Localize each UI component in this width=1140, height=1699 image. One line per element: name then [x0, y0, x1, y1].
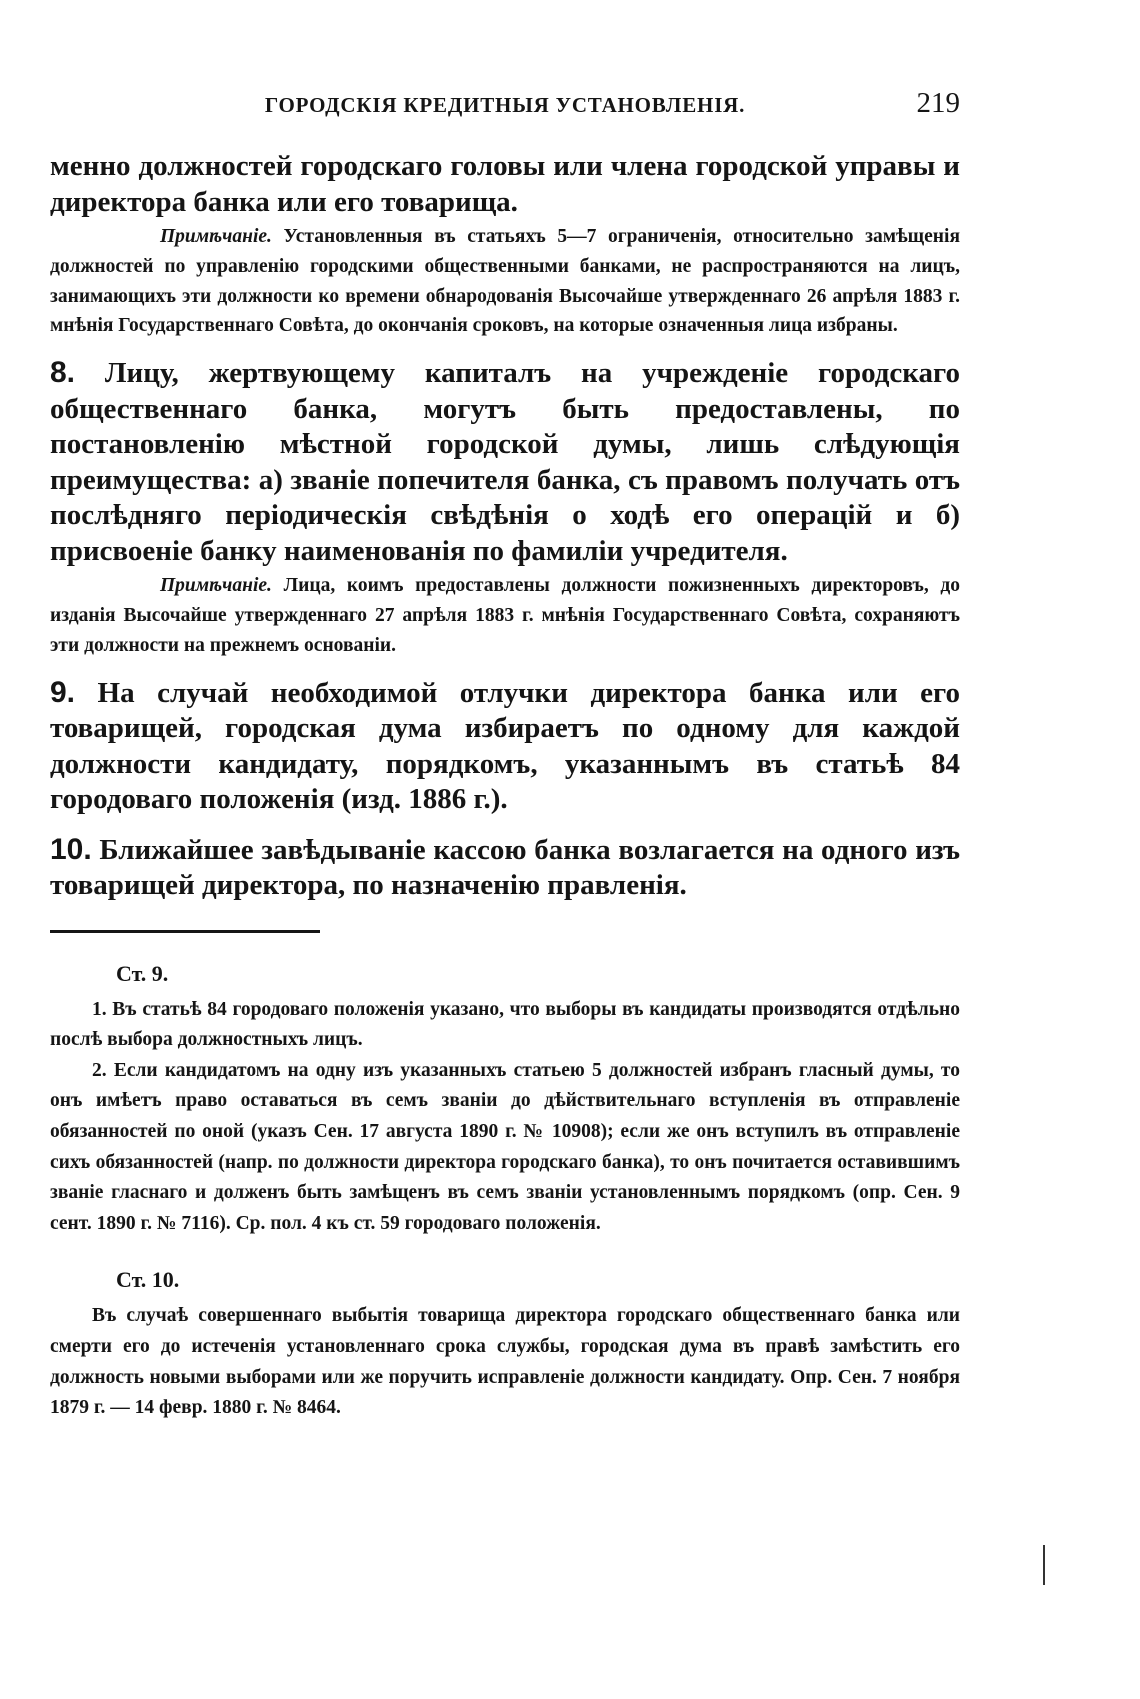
commentary-item-2: 2. Если кандидатомъ на одну изъ указанныхъ статьею 5 должностей избранъ гласный думы, то онъ имѣетъ право оставаться въ семъ званіи до дѣйствительнаго вступленія въ отправленіе обязанностей по оной (указъ Сен. 17 августа 1890 г. № 10908); если же онъ вступилъ въ отправленіе сихъ обязанностей (напр. по должности директора городскаго банка), то онъ почитается оставившимъ званіе гласнаго и долженъ быть замѣщенъ въ семъ званіи установленнымъ порядкомъ (опр. Сен. 9 сент. 1890 г. № 7116). Ср. пол. 4 къ ст. 59 городоваго положенія.: [50, 1059, 960, 1234]
article-text: На случай необходимой отлучки директора банка или его товарищей, городская дума избираетъ по одному для каждой должности кандидату, порядкомъ, указаннымъ въ статьѣ 84 городоваго положенія (изд. 1886 г.).: [50, 676, 960, 816]
margin-mark: [1043, 1545, 1045, 1585]
note-label: Примѣчаніе.: [160, 226, 272, 247]
commentary-item-1: 1. Въ статьѣ 84 городоваго положенія указано, что выборы въ кандидаты производятся отдѣльно послѣ выбора должностныхъ лицъ.: [50, 998, 960, 1051]
continuation-paragraph: менно должностей городскаго головы или члена городской управы и директора банка или его товарища.: [50, 150, 960, 218]
commentary-text-st10: Въ случаѣ совершеннаго выбытія товарища директора городскаго общественнаго банка или смерти его до истеченія установленнаго срока службы, городская дума въ правѣ замѣстить его должность новыми выборами или же поручить исправленіе должности кандидату. Опр. Сен. 7 ноября 1879 г. — 14 февр. 1880 г. № 8464.: [50, 1305, 960, 1419]
article-number: 10.: [50, 832, 92, 866]
article-8: [50, 355, 960, 569]
note-paragraph-2: [50, 571, 960, 660]
article-number: 9.: [50, 675, 76, 709]
commentary-heading-st9: Ст. 9.: [116, 960, 169, 986]
article-9: [50, 675, 960, 818]
article-text: Лицу, жертвующему капиталъ на учрежденіе городскаго общественнаго банка, могутъ быть предоставлены, по постановленію мѣстной городской думы, лишь слѣдующія преимущества: а) званіе попечителя банка, съ правомъ получать отъ послѣдняго періодическія свѣдѣнія о ходѣ его операцій и б) присвоеніе банку наименованія по фамиліи учредителя.: [50, 357, 960, 567]
article-10: [50, 832, 960, 904]
footnote-divider: [50, 930, 320, 933]
article-text: Ближайшее завѣдываніе кассою банка возлагается на одного изъ товарищей директора, по назначенію правленія.: [50, 833, 960, 902]
page-number: 219: [916, 87, 960, 119]
running-title: ГОРОДСКІЯ КРЕДИТНЫЯ УСТАНОВЛЕНІЯ.: [264, 93, 746, 117]
note-label: Примѣчаніе.: [160, 575, 272, 597]
note-text: Лица, коимъ предоставлены должности пожизненныхъ директоровъ, до изданія Высочайше утвержденнаго 27 апрѣля 1883 г. мнѣнія Государственнаго Совѣта, сохраняютъ эти должности на прежнемъ основаніи.: [50, 575, 961, 656]
article-number: 8.: [50, 356, 76, 390]
document-page: [50, 85, 960, 1424]
commentary-heading-st10: Ст. 10.: [116, 1267, 180, 1293]
running-head: [50, 85, 960, 125]
note-text: Установленныя въ статьяхъ 5—7 ограниченія, относительно замѣщенія должностей по управленію городскими общественными банками, не распространяются на лицъ, занимающихъ эти должности ко времени обнародованія Высочайше утвержденнаго 26 апрѣля 1883 г. мнѣнія Государственнаго Совѣта, до окончанія сроковъ, на которые означенныя лица избраны.: [50, 226, 961, 337]
note-paragraph-1: [50, 222, 960, 341]
